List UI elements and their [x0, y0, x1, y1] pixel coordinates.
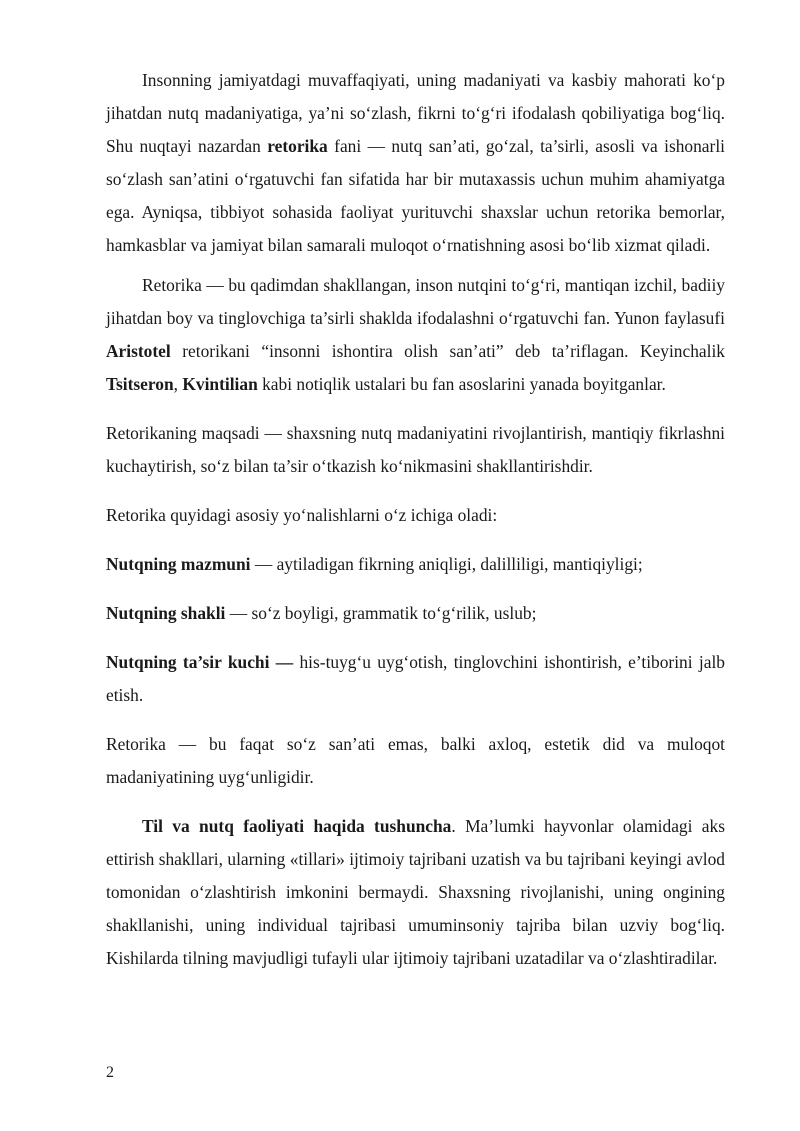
paragraph-text: fani — nutq san’ati, go‘zal, ta’sirli, asosli va ishonarli so‘zlash san’atini o‘rgatuvchi fan sifatida har bir mutaxassis uchun muhim ahamiyatga ega. Ayniqsa, tibbiyot sohasida faoliyat yurituvchi shaxslar uchun retorika bemorlar, hamkasblar va jamiyat bilan samarali muloqot o‘rnatishning asosi bo‘lib xizmat qiladi.	[106, 136, 725, 255]
paragraph-intro	[106, 64, 725, 262]
direction-term: Nutqning shakli	[106, 603, 226, 623]
direction-item-impact	[106, 646, 725, 712]
direction-description: his-tuyg‘u uyg‘otish, tinglovchini ishontirish, e’tiborini jalb etish.	[106, 652, 725, 705]
direction-item-form	[106, 597, 725, 630]
direction-term: Nutqning ta’sir kuchi —	[106, 652, 294, 672]
section-heading-inline: Til va nutq faoliyati haqida tushuncha	[142, 816, 452, 836]
paragraph-history	[106, 269, 725, 401]
bold-term-kvintilian: Kvintilian	[182, 374, 258, 394]
paragraph-text: . Ma’lumki hayvonlar olamidagi aks ettirish shakllari, ularning «tillari» ijtimoiy tajribani uzatish va bu tajribani keyingi avlod tomonidan o‘zlashtirish imkonini bermaydi. Shaxsning rivojlanishi, uning ongining shakllanishi, uning individual tajribasi umuminsoniy tajriba bilan uzviy bog‘liq. Kishilarda tilning mavjudligi tufayli ular ijtimoiy tajribani uzatadilar va o‘zlashtiradilar.	[106, 816, 725, 968]
paragraph-text: retorikani “insonni ishontira olish san’ati” deb ta’riflagan. Keyinchalik	[170, 341, 725, 361]
paragraph-text: kabi notiqlik ustalari bu fan asoslarini yanada boyitganlar.	[257, 374, 666, 394]
direction-term: Nutqning mazmuni	[106, 554, 251, 574]
direction-description: — so‘z boyligi, grammatik to‘g‘rilik, uslub;	[225, 603, 537, 623]
paragraph-harmony: Retorika — bu faqat so‘z san’ati emas, balki axloq, estetik did va muloqot madaniyatining uyg‘unligidir.	[106, 734, 725, 787]
direction-item-content	[106, 548, 725, 581]
paragraph-text: ,	[173, 374, 183, 394]
direction-description: — aytiladigan fikrning aniqligi, dalilliligi, mantiqiyligi;	[250, 554, 643, 574]
paragraph-text: Retorika — bu qadimdan shakllangan, inson nutqini to‘g‘ri, mantiqan izchil, badiiy jihatdan boy va tinglovchiga ta’sirli shaklda ifodalashni o‘rgatuvchi fan. Yunon faylasufi	[106, 275, 725, 328]
bold-term-aristotel: Aristotel	[106, 341, 171, 361]
paragraph-text: Insonning jamiyatdagi muvaffaqiyati, uning madaniyati va kasbiy mahorati ko‘p jihatdan nutq madaniyatiga, ya’ni so‘zlash, fikrni to‘g‘ri ifodalash qobiliyatiga bog‘liq. Shu nuqtayi nazardan	[106, 70, 725, 156]
paragraph-goal: Retorikaning maqsadi — shaxsning nutq madaniyatini rivojlantirish, mantiqiy fikrlashni kuchaytirish, so‘z bilan ta’sir o‘tkazish ko‘nikmasini shakllantirishdir.	[106, 423, 725, 476]
page-number: 2	[106, 1064, 114, 1081]
page-body	[106, 64, 725, 975]
paragraph-language-speech	[106, 810, 725, 975]
bold-term-retorika: retorika	[267, 136, 328, 156]
bold-term-tsitseron: Tsitseron	[106, 374, 174, 394]
paragraph-directions-intro: Retorika quyidagi asosiy yo‘nalishlarni o‘z ichiga oladi:	[106, 505, 498, 525]
